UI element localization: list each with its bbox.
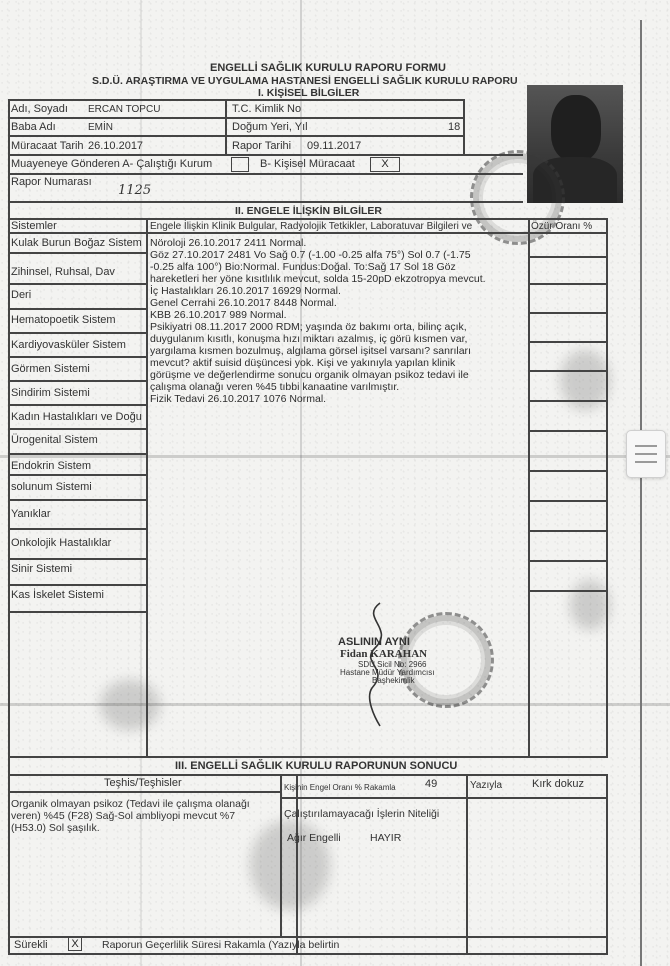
disability-rate-value: 49 — [425, 778, 438, 790]
row-divider — [8, 283, 146, 285]
table-border — [606, 218, 608, 758]
table-border — [8, 135, 463, 137]
system-row: Kas İskelet Sistemi — [11, 589, 104, 601]
row-divider — [528, 283, 606, 285]
row-divider — [528, 341, 606, 343]
system-row: Onkolojik Hastalıklar — [11, 537, 112, 549]
table-border — [280, 774, 282, 936]
referrer-option-b-checkbox[interactable]: X — [370, 157, 400, 172]
permanent-label: Sürekli — [14, 939, 48, 951]
finding-line: Genel Cerrahi 26.10.2017 8448 Normal. — [150, 297, 337, 309]
finding-line: Göz 27.10.2017 2481 Vo Sağ 0.7 (-1.00 -0.25 alfa 75°) Sol 0.7 (-1.75 — [150, 249, 471, 261]
row-divider — [8, 528, 146, 530]
system-row: Hematopoetik Sistem — [11, 314, 116, 326]
diagnosis-line: veren) %45 (F28) Sağ-Sol ambliyopi mevcut %7 — [11, 810, 236, 822]
birth-label: Doğum Yeri, Yıl — [232, 121, 308, 133]
row-divider — [8, 428, 146, 430]
section-divider — [8, 756, 608, 758]
severe-disability-label: Ağır Engelli — [287, 832, 341, 844]
table-border — [528, 218, 530, 758]
table-border — [8, 936, 608, 938]
row-divider — [8, 584, 146, 586]
report-number-value: 1125 — [118, 183, 152, 198]
finding-line: Nöroloji 26.10.2017 2411 Normal. — [150, 237, 307, 249]
table-border — [8, 791, 280, 793]
report-number-label: Rapor Numarası — [11, 176, 92, 188]
table-border — [606, 774, 608, 954]
photo-head — [551, 95, 601, 161]
permanent-checkbox[interactable]: X — [68, 937, 82, 951]
row-divider — [8, 252, 146, 254]
finding-line: yargılama kısmen bozulmuş, algılama görsel işitsel varsanı? sanrıları — [150, 345, 471, 357]
certification-line-1: ASLININ AYNI — [338, 636, 410, 648]
system-row: Endokrin Sistem — [11, 460, 92, 472]
row-divider — [8, 474, 146, 476]
diagnosis-line: (H53.0) Sol şaşılık. — [11, 822, 100, 834]
findings-header: Engele İlişkin Klinik Bulgular, Radyolojik Tetkikler, Laboratuvar Bilgileri ve — [150, 221, 473, 232]
rate-header: Özür Oranı % — [531, 221, 593, 232]
system-row: Görmen Sistemi — [11, 363, 90, 375]
system-row: Kadın Hastalıkları ve Doğu — [11, 411, 142, 423]
system-row: solunum Sistemi — [11, 481, 92, 493]
validity-label: Raporun Geçerlilik Süresi Rakamla (Yazıyla belirtin — [102, 939, 340, 951]
section1-title: I. KİŞİSEL BİLGİLER — [258, 87, 360, 99]
birth-value: 18 — [448, 121, 461, 133]
application-date-value: 26.10.2017 — [88, 140, 144, 152]
row-divider — [528, 430, 606, 432]
row-divider — [8, 453, 146, 455]
table-border — [466, 774, 468, 954]
table-border — [8, 99, 10, 779]
system-row: Zihinsel, Ruhsal, Dav — [11, 266, 115, 278]
systems-header: Sistemler — [11, 220, 57, 232]
disability-rate-label: Kişinin Engel Oranı % Rakamla — [284, 783, 396, 792]
tc-label: T.C. Kimlik No — [232, 103, 302, 115]
finding-line: Fizik Tedavi 26.10.2017 1076 Normal. — [150, 393, 327, 405]
certification-line-2: Fidan KARAHAN — [340, 648, 428, 660]
table-border — [8, 99, 463, 101]
hamburger-menu-icon-bar — [635, 461, 657, 463]
row-divider — [8, 332, 146, 334]
certification-line-5: Başhekimlik — [372, 676, 415, 685]
in-words-label: Yazıyla — [470, 780, 503, 791]
row-divider — [8, 356, 146, 358]
report-date-value: 09.11.2017 — [307, 140, 362, 152]
report-date-label: Rapor Tarihi — [232, 140, 292, 152]
row-divider — [8, 308, 146, 310]
in-words-value: Kırk dokuz — [532, 778, 584, 790]
certification-line-3: SDÜ Sicil No: 2966 — [358, 660, 427, 669]
scan-smudge — [560, 350, 610, 410]
row-divider — [8, 404, 146, 406]
section2-title: II. ENGELE İLİŞKİN BİLGİLER — [235, 205, 383, 217]
row-divider — [8, 558, 146, 560]
finding-line: görüşme ve değerlendirme sonucu organik olmayan psikoz tedavi ile — [150, 369, 469, 381]
row-divider — [528, 256, 606, 258]
table-border — [8, 774, 10, 954]
referrer-label: Muayeneye Gönderen A- Çalıştığı Kurum — [11, 158, 213, 170]
table-border — [8, 173, 523, 175]
finding-line: çalışma olanağı veren %45 tıbbi kanaatine varılmıştır. — [150, 381, 400, 393]
finding-line: mevcut? aktif suisid düşüncesi yok. Kişi ve yakınıyla yapılan klinik — [150, 357, 456, 369]
row-divider — [8, 611, 146, 613]
page-edge — [640, 20, 642, 966]
name-value: ERCAN TOPCU — [88, 104, 161, 115]
table-border — [8, 953, 608, 955]
hamburger-menu-icon-bar — [635, 453, 657, 455]
referrer-option-a-checkbox[interactable] — [231, 157, 249, 172]
table-border — [463, 99, 465, 154]
row-divider — [528, 500, 606, 502]
application-date-label: Müracaat Tarih — [11, 140, 84, 152]
finding-line: KBB 26.10.2017 989 Normal. — [150, 309, 287, 321]
table-border — [8, 154, 523, 156]
scan-smudge — [570, 580, 610, 630]
severe-disability-value: HAYIR — [370, 832, 402, 844]
finding-line: Psikiyatri 08.11.2017 2000 RDM; yaşında öz bakımı orta, bilinç açık, — [150, 321, 467, 333]
row-divider — [8, 380, 146, 382]
table-border — [296, 774, 298, 954]
system-row: Sindirim Sistemi — [11, 387, 90, 399]
name-label: Adı, Soyadı — [11, 103, 68, 115]
section3-title: III. ENGELLİ SAĞLIK KURULU RAPORUNUN SONUCU — [175, 760, 458, 772]
diagnosis-line: Organik olmayan psikoz (Tedavi ile çalışma olanağı — [11, 798, 250, 810]
viewer-menu-button[interactable] — [626, 430, 666, 478]
row-divider — [528, 530, 606, 532]
system-row: Sinir Sistemi — [11, 563, 73, 575]
row-divider — [528, 312, 606, 314]
unworkable-jobs-label: Çalıştırılamayacağı İşlerin Niteliği — [284, 808, 440, 820]
table-border — [8, 774, 608, 776]
hamburger-menu-icon — [635, 445, 657, 447]
table-border — [280, 797, 608, 799]
system-row: Deri — [11, 289, 32, 301]
system-row: Ürogenital Sistem — [11, 434, 98, 446]
row-divider — [8, 499, 146, 501]
father-name-label: Baba Adı — [11, 121, 56, 133]
father-name-value: EMİN — [88, 122, 113, 133]
diagnosis-header: Teşhis/Teşhisler — [104, 777, 182, 789]
certification-line-4: Hastane Müdür Yardımcısı — [340, 668, 435, 677]
paper-fold-horizontal — [0, 455, 670, 458]
system-row: Yanıklar — [11, 508, 51, 520]
institution-title: S.D.Ü. ARAŞTIRMA VE UYGULAMA HASTANESİ ENGELLİ SAĞLIK KURULU RAPORU — [92, 75, 518, 87]
form-title: ENGELLİ SAĞLIK KURULU RAPORU FORMU — [210, 62, 446, 74]
finding-line: duygulanım kısıtlı, konuşma hızı miktarı azalmış, iç görü kısmen var, — [150, 333, 468, 345]
system-row: Kulak Burun Boğaz Sistem — [11, 237, 142, 249]
system-row: Kardiyovasküler Sistem — [11, 339, 126, 351]
row-divider — [528, 560, 606, 562]
table-border — [8, 117, 463, 119]
table-border — [8, 201, 523, 203]
scan-smudge — [100, 680, 160, 730]
finding-line: İç Hastalıkları 26.10.2017 16929 Normal. — [150, 285, 341, 297]
referrer-option-b-label: B- Kişisel Müracaat — [260, 158, 355, 170]
finding-line: hareketleri her yöne kısıtlılık mevcut, solda 15-20pD ekzotropya mevcut. — [150, 273, 486, 285]
table-border — [146, 218, 148, 758]
table-border — [225, 99, 227, 154]
row-divider — [528, 470, 606, 472]
finding-line: -0.25 alfa 100°) Bio:Normal. Fundus:Doğal. To:Sağ 17 Sol 18 Göz — [150, 261, 456, 273]
